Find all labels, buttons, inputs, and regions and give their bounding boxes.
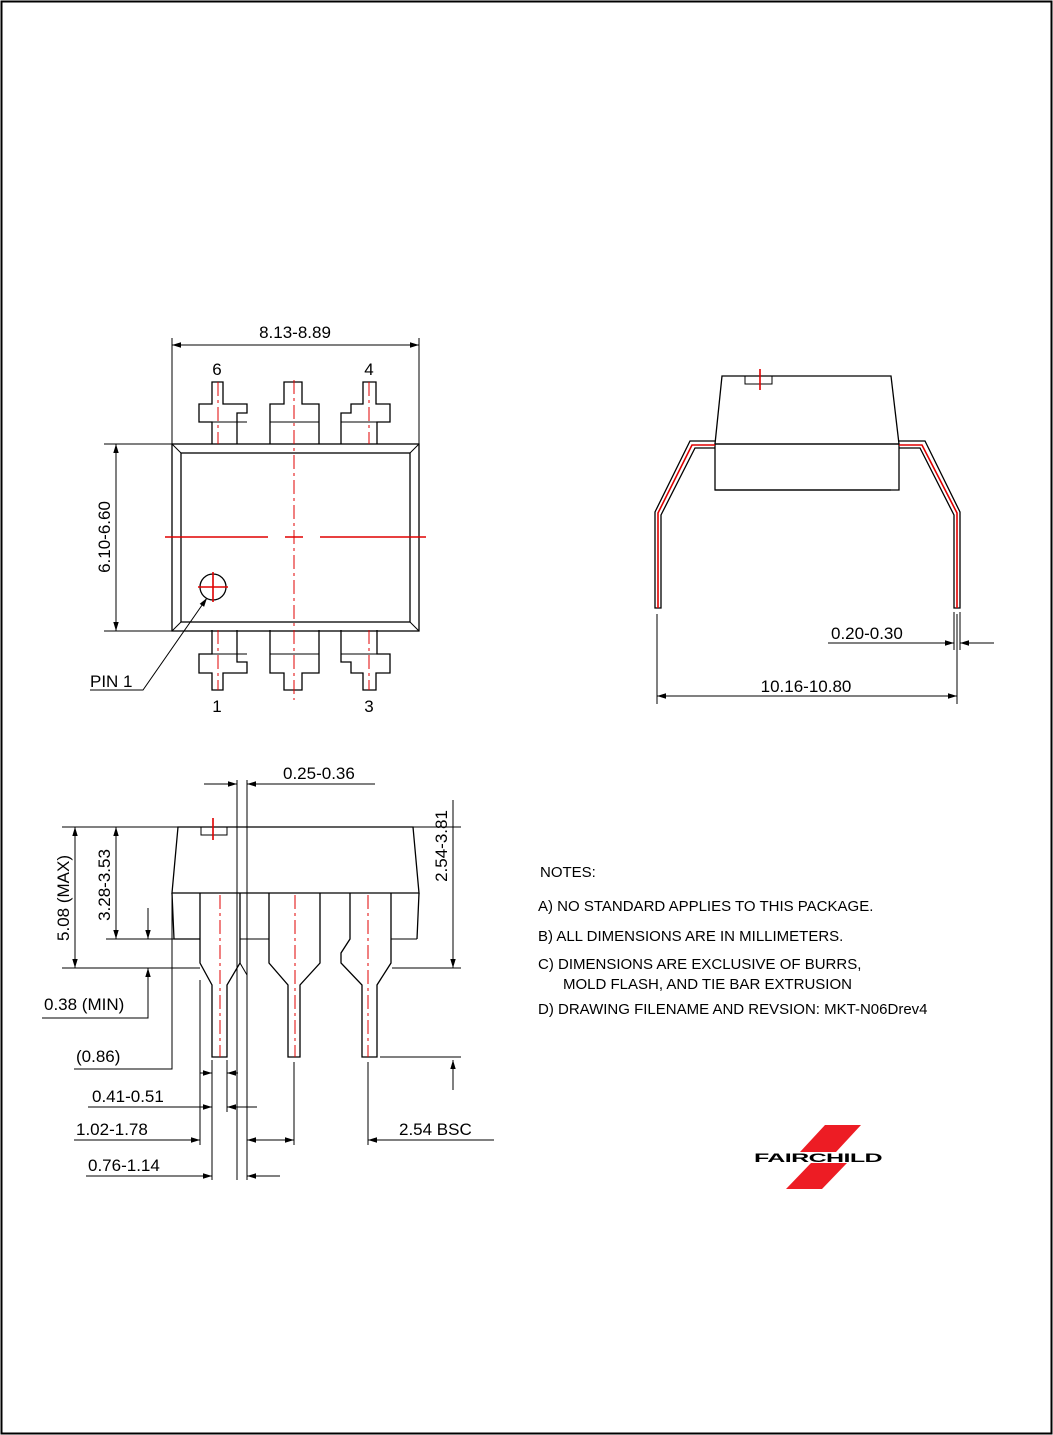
fairchild-logo: [753, 1125, 888, 1189]
sheet-border: [2, 2, 1052, 1434]
body-height-dim: 3.28-3.53: [95, 849, 114, 921]
lead-span-dim: 10.16-10.80: [760, 677, 852, 696]
top-width-dim: 8.13-8.89: [259, 323, 331, 342]
tip-dim: 0.76-1.14: [88, 1156, 160, 1175]
pin-number-4: 4: [364, 360, 374, 379]
pin-number-1: 1: [212, 697, 222, 716]
top-height-dim: 6.10-6.60: [95, 501, 114, 573]
lead-thickness-dim: 0.20-0.30: [831, 624, 903, 643]
note-d: D) DRAWING FILENAME AND REVSION: MKT-N06Drev4: [538, 1001, 928, 1018]
side-body-bottom: [715, 444, 899, 490]
logo-wordmark: FAIRCHILD: [754, 1151, 884, 1165]
pitch-dim: 2.54 BSC: [399, 1120, 472, 1139]
logo-stripe-lower: [786, 1163, 847, 1189]
logo-stripe-upper: [800, 1125, 861, 1152]
lead-width-top-dim: 0.25-0.36: [283, 764, 355, 783]
end-body-top: [172, 827, 419, 893]
shoulder-dim: 1.02-1.78: [76, 1120, 148, 1139]
note-a: A) NO STANDARD APPLIES TO THIS PACKAGE.: [538, 898, 874, 915]
note-c-line1: C) DIMENSIONS ARE EXCLUSIVE OF BURRS,: [538, 956, 862, 973]
end-view: [42, 764, 494, 1180]
pin1-label: PIN 1: [90, 672, 133, 691]
note-b: B) ALL DIMENSIONS ARE IN MILLIMETERS.: [538, 928, 844, 945]
pin-number-3: 3: [364, 697, 374, 716]
notes-block: [538, 864, 928, 1018]
top-view: [90, 323, 426, 716]
lead-width-dim: 0.41-0.51: [92, 1087, 164, 1106]
reference-dim: (0.86): [76, 1047, 121, 1066]
notes-heading: NOTES:: [540, 864, 596, 881]
note-c-line2: MOLD FLASH, AND TIE BAR EXTRUSION: [563, 976, 852, 993]
max-height-dim: 5.08 (MAX): [54, 855, 73, 941]
side-view: [655, 369, 994, 704]
min-standoff-dim: 0.38 (MIN): [44, 995, 125, 1014]
side-body-top: [715, 376, 899, 444]
standoff-dim: 2.54-3.81: [432, 810, 451, 882]
pin-number-6: 6: [212, 360, 222, 379]
